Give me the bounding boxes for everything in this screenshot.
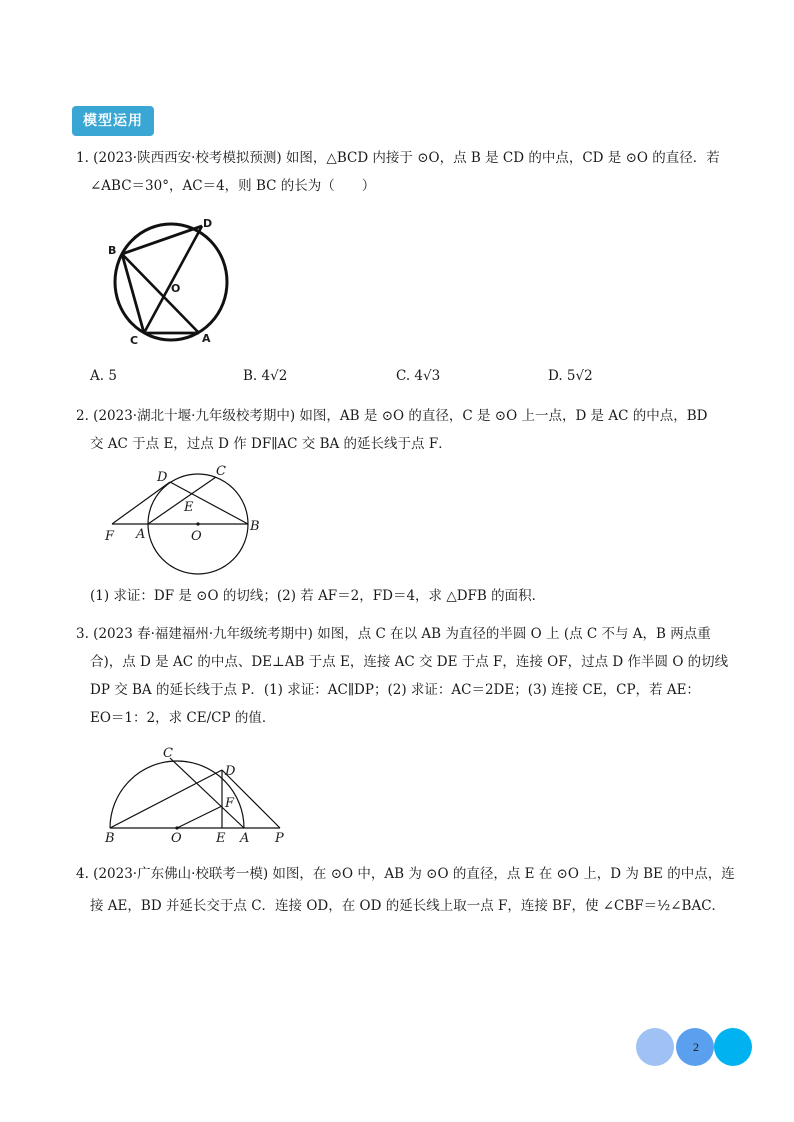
fig2-label-f: F — [105, 529, 115, 544]
fig3-label-p: P — [275, 831, 284, 846]
problem-3-line-3: DP 交 BA 的延长线于点 P．(1) 求证：AC∥DP；(2) 求证：AC＝2DE；(3) 连接 CE，CP，若 AE： — [90, 682, 700, 698]
fig3-label-e: E — [216, 831, 226, 846]
page-dot-left — [636, 1028, 674, 1066]
fig3-label-o: O — [171, 831, 182, 846]
choice-b: B. 4√2 — [243, 368, 288, 384]
problem-2-line-3: (1) 求证：DF 是 ⊙O 的切线；(2) 若 AF＝2，FD＝4，求 △DFB 的面积． — [90, 588, 546, 604]
choice-c: C. 4√3 — [396, 368, 441, 384]
problem-3-line-1: 3. (2023 春·福建福州·九年级统考期中) 如图，点 C 在以 AB 为直径的半圆 O 上 (点 C 不与 A，B 两点重 — [76, 626, 711, 642]
problem-1-line-1: 1. (2023·陕西西安·校考模拟预测) 如图，△BCD 内接于 ⊙O，点 B 是 CD 的中点，CD 是 ⊙O 的直径．若 — [76, 150, 720, 166]
fig2-label-e: E — [184, 500, 194, 515]
page-dot-right — [714, 1028, 752, 1066]
fig2-label-b: B — [250, 519, 260, 534]
fig2-label-d: D — [157, 470, 168, 485]
fig3-label-f: F — [225, 796, 235, 811]
page-number: 2 — [693, 1040, 699, 1054]
fig2-label-o: O — [191, 529, 202, 544]
fig2-label-a: A — [136, 527, 146, 542]
choice-d: D. 5√2 — [548, 368, 593, 384]
fig3-label-c: C — [163, 746, 173, 761]
problem-1-figure — [104, 212, 240, 348]
fig3-label-d: D — [225, 764, 236, 779]
fig2-label-c: C — [216, 464, 226, 479]
problem-2-figure — [100, 460, 270, 584]
problem-2-line-2: 交 AC 于点 E，过点 D 作 DF∥AC 交 BA 的延长线于点 F． — [90, 436, 452, 452]
problem-4-line-2: 接 AE，BD 并延长交于点 C．连接 OD，在 OD 的延长线上取一点 F，连接 BF，使 ∠CBF＝½∠BAC． — [90, 898, 726, 914]
fig1-label-o: O — [171, 282, 181, 295]
problem-3-figure — [100, 744, 296, 848]
problem-1-line-2: ∠ABC＝30°，AC＝4，则 BC 的长为（ ） — [90, 178, 376, 194]
fig3-label-b: B — [105, 831, 115, 846]
fig1-label-a: A — [202, 332, 211, 345]
fig1-label-d: D — [203, 217, 213, 230]
fig1-label-b: B — [108, 244, 117, 257]
problem-3-line-2: 合)，点 D 是 AC 的中点、DE⊥AB 于点 E，连接 AC 交 DE 于点 F，连接 OF，过点 D 作半圆 O 的切线 — [90, 654, 729, 670]
choice-a: A. 5 — [90, 368, 117, 384]
problem-3-line-4: EO＝1：2，求 CE/CP 的值． — [90, 710, 276, 726]
problem-2-line-1: 2. (2023·湖北十堰·九年级校考期中) 如图，AB 是 ⊙O 的直径，C 是 ⊙O 上一点，D 是 AC 的中点，BD — [76, 408, 708, 424]
section-title: 模型运用 — [72, 106, 154, 136]
problem-4-line-1: 4. (2023·广东佛山·校联考一模) 如图，在 ⊙O 中，AB 为 ⊙O 的直径，点 E 在 ⊙O 上，D 为 BE 的中点，连 — [76, 866, 735, 882]
fig1-label-c: C — [130, 334, 139, 347]
fig3-label-a: A — [240, 831, 250, 846]
